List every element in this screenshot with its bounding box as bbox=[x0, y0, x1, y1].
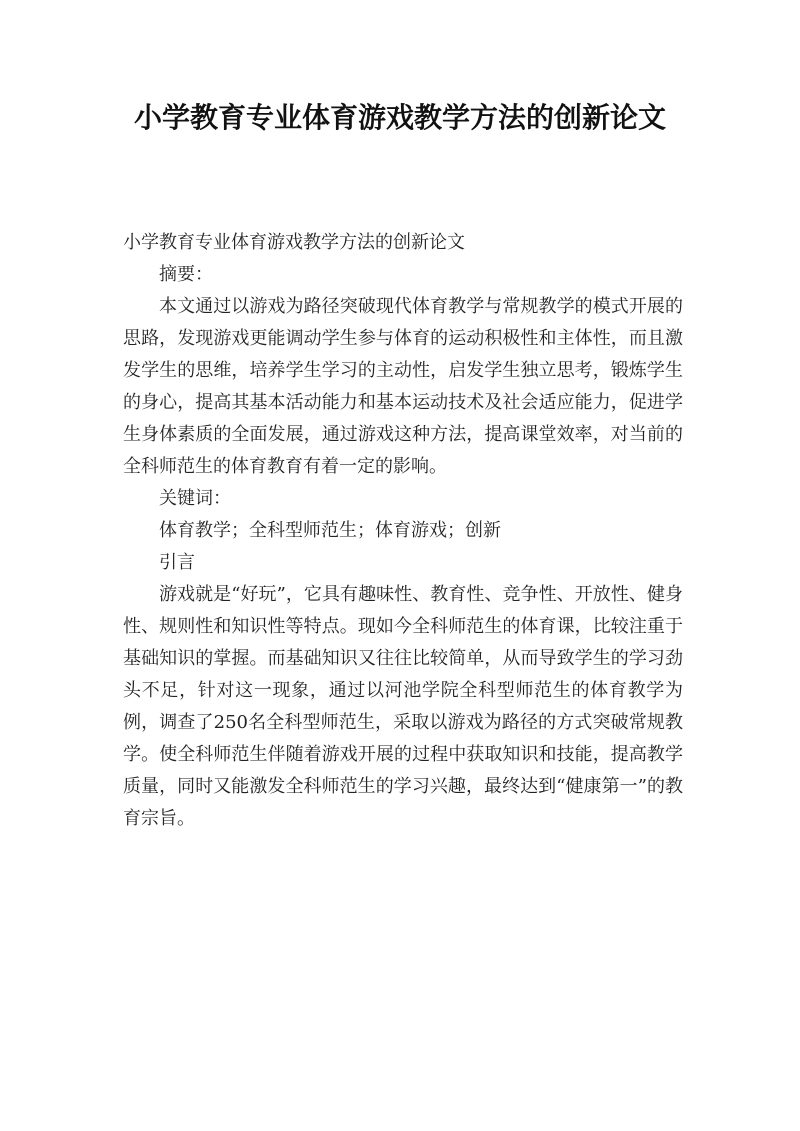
keywords-heading: 关键词： bbox=[159, 488, 231, 509]
keywords-paragraph: 体育教学；全科型师范生；体育游戏；创新 bbox=[159, 520, 501, 541]
intro-paragraph: 游戏就是“好玩”，它具有趣味性、教育性、竞争性、开放性、健身性、规则性和知识性等特点。现如今全科师范生的体育课，比较注重于基础知识的掌握。而基础知识又往往比较简单，从而导致学生的学习劲头不足，针对这一现象，通过以河池学院全科型师范生的体育教学为例，调查了250名全科型师范生，采取以游戏为路径的方式突破常规教学。使全科师范生伴随着游戏开展的过程中获取知识和技能，提高教学质量，同时又能激发全科师范生的学习兴趣，最终达到“健康第一”的教育宗旨。 bbox=[123, 584, 683, 829]
abstract-heading: 摘要： bbox=[159, 264, 213, 285]
document-body bbox=[123, 227, 683, 835]
intro-heading: 引言 bbox=[159, 552, 195, 573]
abstract-paragraph: 本文通过以游戏为路径突破现代体育教学与常规教学的模式开展的思路，发现游戏更能调动学生参与体育的运动积极性和主体性，而且激发学生的思维，培养学生学习的主动性，启发学生独立思考，锻炼学生的身心，提高其基本活动能力和基本运动技术及社会适应能力，促进学生身体素质的全面发展，通过游戏这种方法，提高课堂效率，对当前的全科师范生的体育教育有着一定的影响。 bbox=[123, 296, 683, 477]
subtitle-line: 小学教育专业体育游戏教学方法的创新论文 bbox=[123, 232, 465, 253]
document-title: 小学教育专业体育游戏教学方法的创新论文 bbox=[133, 101, 666, 134]
